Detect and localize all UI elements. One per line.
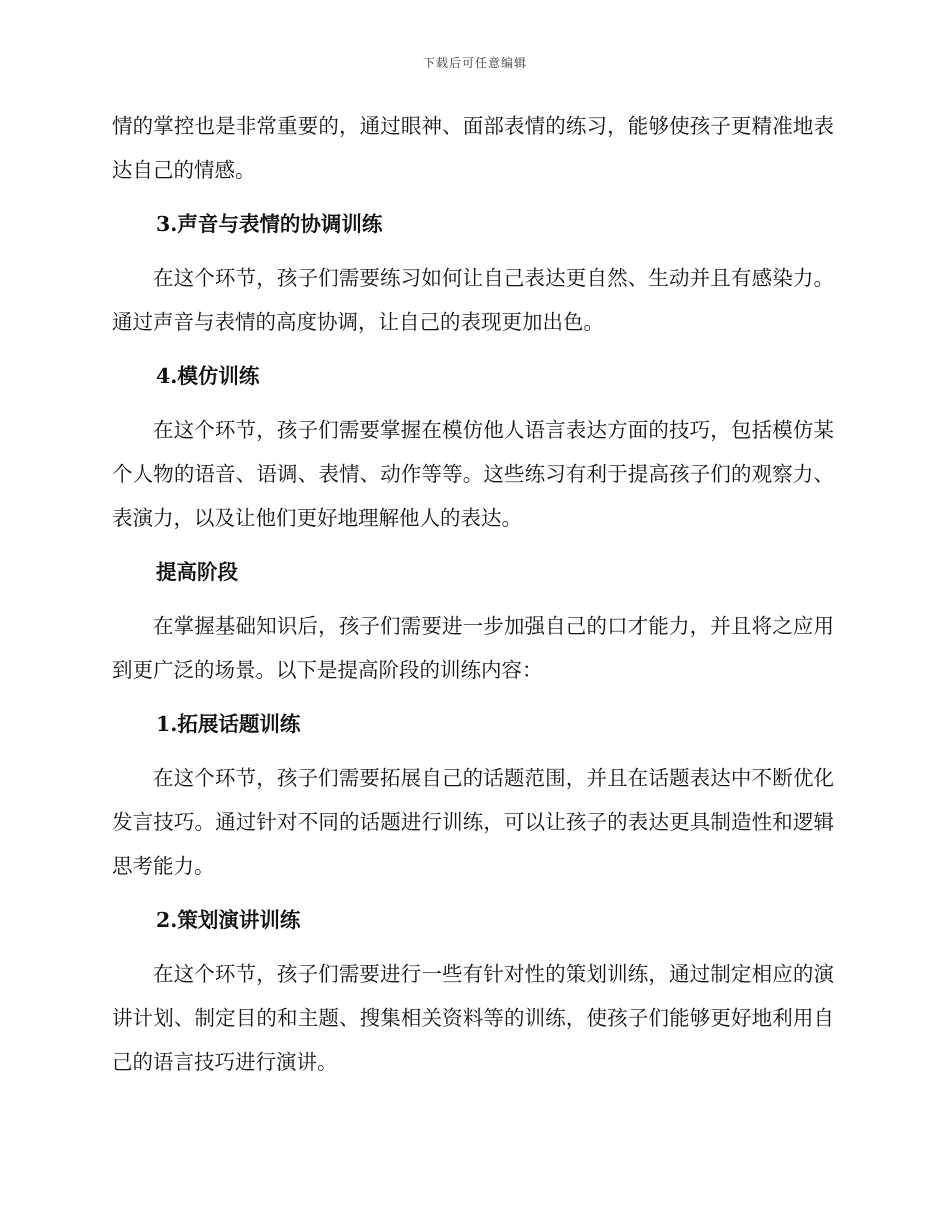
paragraph-continued: 情的掌控也是非常重要的，通过眼神、面部表情的练习，能够使孩子更精准地表达自己的情感。 — [112, 114, 834, 182]
paragraph-topic-expansion: 在这个环节，孩子们需要拓展自己的话题范围，并且在话题表达中不断优化发言技巧。通过针对不同的话题进行训练，可以让孩子的表达更具制造性和逻辑思考能力。 — [112, 766, 834, 878]
section-heading-voice-expression: 3.声音与表情的协调训练 — [156, 212, 383, 236]
paragraph-imitation: 在这个环节，孩子们需要掌握在模仿他人语言表达方面的技巧，包括模仿某个人物的语音、语调、表情、动作等等。这些练习有利于提高孩子们的观察力、表演力，以及让他们更好地理解他人的表达。 — [112, 418, 834, 530]
section-heading-speech-planning: 2.策划演讲训练 — [156, 908, 301, 932]
document-body — [112, 104, 834, 1084]
paragraph-advanced-stage: 在掌握基础知识后，孩子们需要进一步加强自己的口才能力，并且将之应用到更广泛的场景。以下是提高阶段的训练内容： — [112, 614, 834, 682]
section-heading-topic-expansion: 1.拓展话题训练 — [156, 712, 301, 736]
section-heading-advanced-stage: 提高阶段 — [156, 560, 238, 584]
paragraph-voice-expression: 在这个环节，孩子们需要练习如何让自己表达更自然、生动并且有感染力。通过声音与表情的高度协调，让自己的表现更加出色。 — [112, 266, 834, 334]
section-heading-imitation: 4.模仿训练 — [156, 364, 260, 388]
page-header: 下载后可任意编辑 — [422, 56, 527, 70]
paragraph-speech-planning: 在这个环节，孩子们需要进行一些有针对性的策划训练，通过制定相应的演讲计划、制定目的和主题、搜集相关资料等的训练，使孩子们能够更好地利用自己的语言技巧进行演讲。 — [112, 962, 834, 1074]
